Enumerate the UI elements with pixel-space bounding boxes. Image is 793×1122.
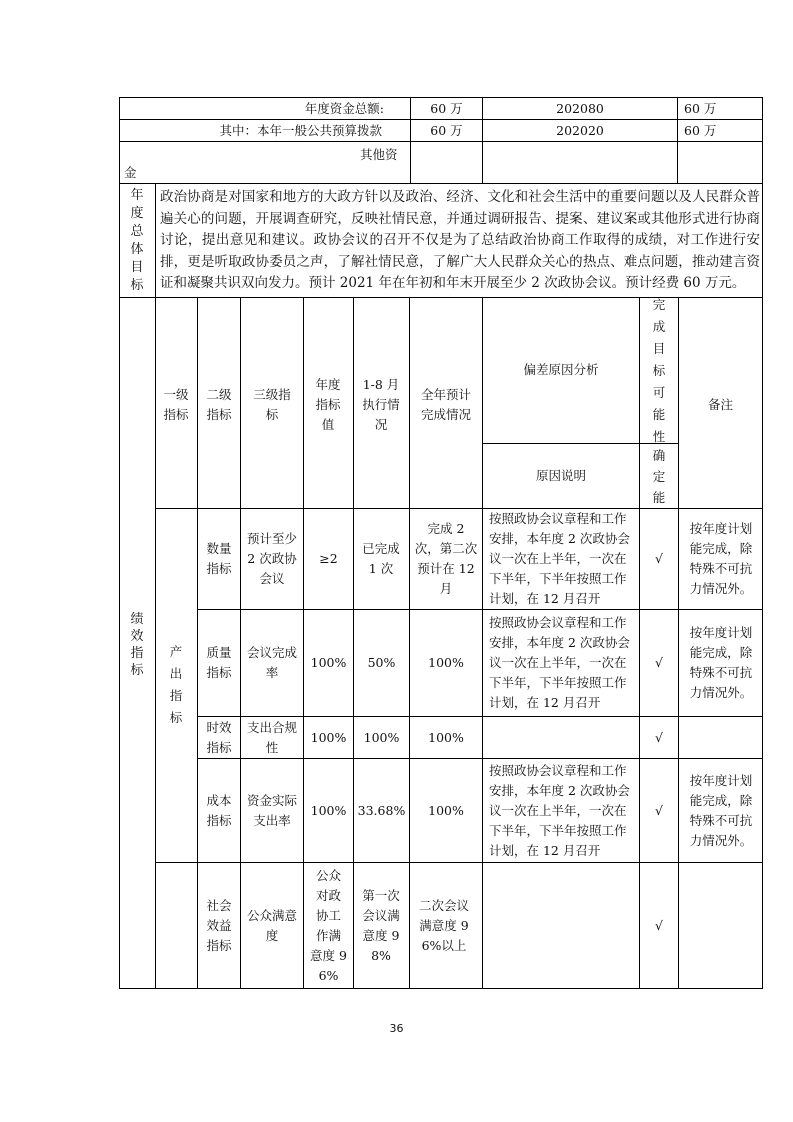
row5-reason — [489, 863, 635, 988]
total-funds-label: 年度资金总额: — [304, 100, 384, 116]
row2-remark: 按年度计划能完成，除特殊不可抗力情况外。 — [689, 625, 753, 700]
header-annual-value: 年度指标值 — [315, 377, 341, 432]
row2-annual: 100% — [310, 655, 347, 670]
general-budget-amount: 60 万 — [430, 122, 463, 138]
row4-check: √ — [655, 802, 663, 818]
row4-exec: 33.68% — [357, 802, 406, 818]
header-certain: 确定能 — [652, 447, 666, 505]
row5-forecast: 二次会议满意度 96%以上 — [418, 897, 469, 953]
row3-level3: 支出合规性 — [246, 719, 297, 755]
row4-level3: 资金实际支出率 — [246, 792, 297, 828]
row2-reason: 按照政协会议章程和工作安排，本年度 2 次政协会议一次在上半年，一次在下半年，下半年按照工作计划，在 12 月召开 — [489, 615, 630, 710]
row1-remark: 按年度计划能完成，除特殊不可抗力情况外。 — [689, 521, 753, 596]
page-number: 36 — [389, 1022, 404, 1035]
row3-check: √ — [655, 729, 663, 745]
header-remarks: 备注 — [707, 397, 733, 412]
general-budget-code: 202020 — [556, 122, 604, 138]
annual-goal-text: 政治协商是对国家和地方的大政方针以及政治、经济、文化和社会生活中的重要问题以及人民群众普遍关心的问题，开展调查研究，反映社情民意，并通过调研报告、提案、建议案或其他形式进行协商讨论，提出意见和建议。政协会议的召开不仅是为了总结政治协商工作取得的成绩，对工作进行安排，更是听取政协委员之声，了解社情民意，了解广大人民群众关心的热点、难点问题，推动建言资证和凝聚共识双向发力。预计 2021 年在年初和年末开展至少 2 次政协会议。预计经费 60 万元。 — [160, 189, 760, 291]
row2-check: √ — [655, 655, 663, 670]
annual-goal-label: 年度总体目标 — [130, 187, 144, 293]
header-deviation: 偏差原因分析 — [523, 362, 599, 377]
row3-forecast: 100% — [428, 729, 464, 745]
row1-check: √ — [655, 551, 663, 566]
header-level3: 三级指标 — [253, 387, 291, 422]
header-level2: 二级指标 — [206, 387, 232, 422]
row2-forecast: 100% — [428, 655, 464, 670]
row1-reason: 按照政协会议章程和工作安排，本年度 2 次政协会议一次在上半年，一次在下半年，下半年按照工作计划，在 12 月召开 — [489, 511, 630, 606]
total-funds-exec: 60 万 — [684, 100, 717, 116]
row2-level3: 会议完成率 — [246, 645, 297, 680]
general-budget-label: 其中：本年一般公共预算拨款 — [219, 122, 382, 138]
total-funds-budget: 60 万 — [430, 100, 463, 116]
total-funds-code: 202080 — [556, 100, 604, 116]
row4-level2: 成本指标 — [206, 792, 232, 828]
header-feasibility: 完成目标可能性 — [652, 297, 666, 444]
header-exec-1-8: 1-8 月执行情况 — [362, 377, 400, 432]
row2-exec: 50% — [367, 655, 396, 670]
other-funds-label-1: 其他资 — [360, 147, 398, 162]
row5-level2: 社会效益指标 — [206, 897, 232, 953]
row1-annual: ≥2 — [319, 551, 338, 566]
perf-indicator-label: 绩效指标 — [130, 612, 144, 678]
general-budget-exec: 60 万 — [684, 122, 717, 138]
row1-forecast: 完成 2 次，第二次预计在 12 月 — [414, 521, 478, 596]
row1-level3: 预计至少 2 次政协会议 — [246, 531, 297, 586]
row5-annual: 公众对政协工作满意度 96% — [310, 867, 347, 983]
row3-exec: 100% — [363, 729, 400, 745]
row5-exec: 第一次会议满意度 98% — [362, 887, 400, 963]
output-indicator-label: 产出指标 — [169, 644, 183, 725]
row4-reason: 按照政协会议章程和工作安排，本年度 2 次政协会议一次在上半年，一次在下半年，下半年按照工作计划，在 12 月召开 — [489, 762, 630, 858]
row3-remark — [685, 717, 757, 758]
row4-forecast: 100% — [428, 802, 464, 818]
row3-annual: 100% — [310, 729, 347, 745]
header-forecast: 全年预计完成情况 — [420, 387, 471, 422]
row3-level2: 时效指标 — [206, 719, 232, 755]
row1-level2: 数量指标 — [206, 541, 232, 576]
row4-remark: 按年度计划能完成，除特殊不可抗力情况外。 — [689, 772, 753, 848]
header-reason: 原因说明 — [535, 468, 586, 483]
row4-annual: 100% — [310, 802, 347, 818]
header-level1: 一级指标 — [163, 387, 189, 422]
row5-check: √ — [655, 917, 663, 933]
other-funds-label-2: 金 — [124, 165, 137, 180]
row3-reason — [489, 717, 635, 758]
row5-level3: 公众满意度 — [246, 907, 297, 943]
row5-remark — [685, 863, 757, 988]
row1-exec: 已完成 1 次 — [362, 541, 400, 576]
row2-level2: 质量指标 — [206, 645, 232, 680]
